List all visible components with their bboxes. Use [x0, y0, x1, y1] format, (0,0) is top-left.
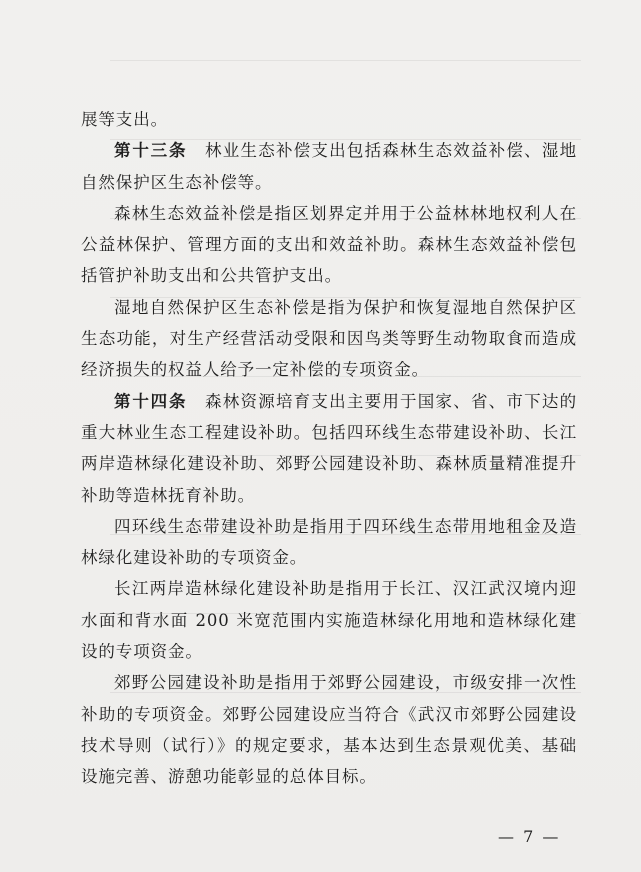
paragraph-article-13: [81, 135, 577, 198]
paragraph-text: 四环线生态带建设补助是指用于四环线生态带用地租金及造林绿化建设补助的专项资金。: [81, 516, 577, 568]
paragraph-text: 森林资源培育支出主要用于国家、省、市下达的重大林业生态工程建设补助。包括四环线生态带建设补助、长江两岸造林绿化建设补助、郊野公园建设补助、森林质量精准提升补助等造林抚育补助。: [81, 391, 577, 505]
paragraph-0: [81, 104, 577, 135]
paragraph-5: [81, 511, 577, 574]
paragraph-6: [81, 573, 577, 667]
paragraph-text: 长江两岸造林绿化建设补助是指用于长江、汉江武汉境内迎水面和背水面 200 米宽范围内实施造林绿化用地和造林绿化建设的专项资金。: [81, 579, 577, 662]
paragraph-3: [81, 292, 577, 386]
paragraph-7: [81, 667, 577, 792]
article-label: 第十三条: [114, 141, 188, 161]
paragraph-text: 郊野公园建设补助是指用于郊野公园建设，市级安排一次性补助的专项资金。郊野公园建设应当符合《武汉市郊野公园建设技术导则（试行）》的规定要求，基本达到生态景观优美、基础设施完善、游憩功能彰显的总体目标。: [81, 673, 577, 787]
paragraph-2: [81, 198, 577, 292]
paragraph-text: 林业生态补偿支出包括森林生态效益补偿、湿地自然保护区生态补偿等。: [81, 141, 577, 192]
article-label: 第十四条: [114, 391, 188, 411]
paragraph-text: 湿地自然保护区生态补偿是指为保护和恢复湿地自然保护区生态功能，对生产经营活动受限和因鸟类等野生动物取食而造成经济损失的权益人给予一定补偿的专项资金。: [81, 297, 577, 380]
page-number: — 7 —: [498, 827, 561, 846]
paragraph-text: 展等支出。: [81, 110, 168, 129]
paragraph-text: 森林生态效益补偿是指区划界定并用于公益林林地权利人在公益林保护、管理方面的支出和效益补助。森林生态效益补偿包括管护补助支出和公共管护支出。: [81, 203, 577, 286]
paragraph-article-14: [81, 386, 577, 511]
body-text: [81, 104, 577, 793]
